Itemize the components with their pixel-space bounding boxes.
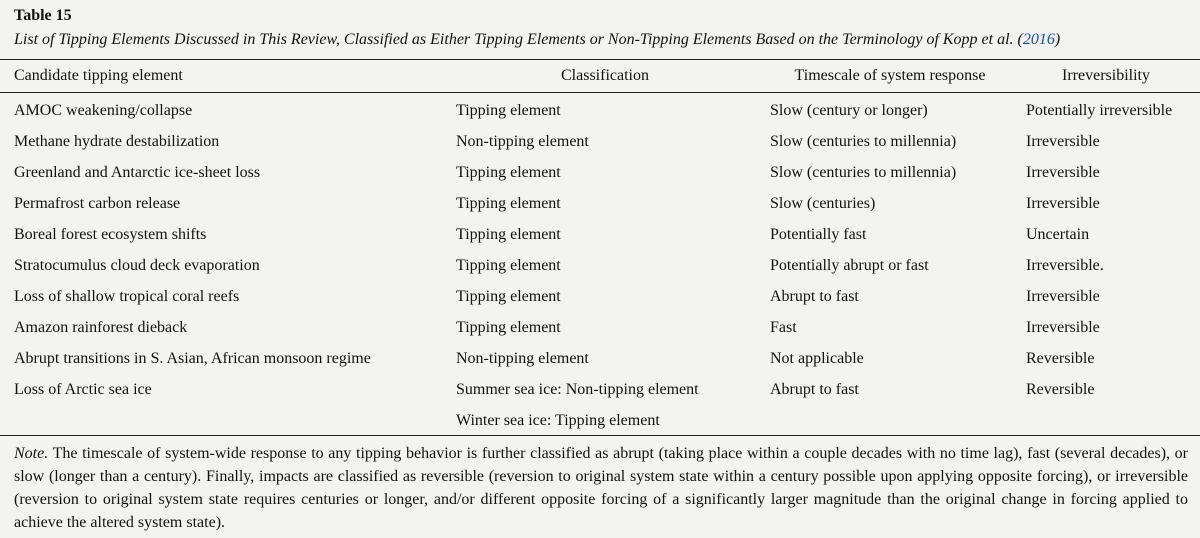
cell-classification: Tipping element	[456, 257, 561, 274]
table-row	[0, 220, 1200, 251]
cell-irreversibility: Irreversible	[1026, 195, 1100, 212]
cell-element: Methane hydrate destabilization	[14, 133, 220, 150]
cell-irreversibility: Irreversible	[1026, 319, 1100, 336]
cell-timescale: Abrupt to fast	[770, 381, 859, 398]
cell-classification: Tipping element	[456, 102, 561, 119]
cell-timescale: Slow (century or longer)	[770, 102, 928, 119]
cell-classification: Tipping element	[456, 319, 561, 336]
cell-irreversibility: Uncertain	[1026, 226, 1090, 243]
cell-irreversibility: Reversible	[1026, 350, 1095, 367]
cell-element: Loss of shallow tropical coral reefs	[14, 288, 240, 305]
note-label: Note.	[14, 445, 49, 462]
cell-element: AMOC weakening/collapse	[14, 102, 193, 119]
header-rule	[0, 92, 1200, 93]
cell-element: Permafrost carbon release	[14, 195, 181, 212]
table-row	[0, 344, 1200, 375]
caption-close: )	[1054, 31, 1061, 48]
cell-timescale: Potentially abrupt or fast	[770, 257, 929, 274]
cell-timescale: Abrupt to fast	[770, 288, 859, 305]
cell-timescale: Potentially fast	[770, 226, 867, 243]
cell-element: Stratocumulus cloud deck evaporation	[14, 257, 260, 274]
table-row	[0, 375, 1200, 406]
cell-classification: Tipping element	[456, 164, 561, 181]
cell-element: Loss of Arctic sea ice	[14, 381, 152, 398]
cell-classification: Summer sea ice: Non-tipping element	[456, 381, 699, 398]
cell-timescale: Slow (centuries to millennia)	[770, 133, 957, 150]
header-irreversibility: Irreversibility	[1062, 67, 1150, 84]
cell-timescale: Fast	[770, 319, 797, 336]
table-row	[0, 158, 1200, 189]
table-row	[0, 282, 1200, 313]
cell-timescale: Slow (centuries)	[770, 195, 876, 212]
header-classification: Classification	[561, 67, 649, 84]
table-row	[0, 127, 1200, 158]
table-note	[14, 442, 1188, 534]
cell-irreversibility: Irreversible	[1026, 288, 1100, 305]
cell-irreversibility: Potentially irreversible	[1026, 102, 1173, 119]
cell-classification: Non-tipping element	[456, 133, 589, 150]
cell-classification: Winter sea ice: Tipping element	[456, 412, 660, 429]
table-row	[0, 406, 1200, 437]
cell-irreversibility: Irreversible.	[1026, 257, 1104, 274]
table-header-row	[0, 60, 1200, 92]
cell-element: Amazon rainforest dieback	[14, 319, 188, 336]
citation-year-link[interactable]: 2016	[1022, 31, 1055, 48]
cell-classification: Tipping element	[456, 226, 561, 243]
cell-irreversibility: Irreversible	[1026, 133, 1100, 150]
cell-timescale: Not applicable	[770, 350, 864, 367]
header-element: Candidate tipping element	[14, 67, 183, 84]
note-text: The timescale of system-wide response to any tipping behavior is further classified as abrupt (taking place within a couple decades with no time lag), fast (several decades), or slow (longer than a century). Finally, impacts are classified as reversible (reversion to original system state within a century possible upon applying opposite forcing), or irreversible (reversion to original system state requires centuries or longer, and/or different opposite forcing of a significantly larger magnitude than the original change in forcing applied to achieve the altered system state).	[14, 445, 1188, 531]
table-row	[0, 313, 1200, 344]
table-row	[0, 251, 1200, 282]
cell-element: Abrupt transitions in S. Asian, African monsoon regime	[14, 350, 371, 367]
cell-element: Boreal forest ecosystem shifts	[14, 226, 207, 243]
caption-text: List of Tipping Elements Discussed in This Review, Classified as Either Tipping Elements or Non-Tipping Elements Based on the Terminology of Kopp et al. (	[14, 31, 1023, 48]
cell-irreversibility: Reversible	[1026, 381, 1095, 398]
cell-irreversibility: Irreversible	[1026, 164, 1100, 181]
cell-classification: Tipping element	[456, 288, 561, 305]
table-row	[0, 189, 1200, 220]
header-timescale: Timescale of system response	[794, 67, 986, 84]
bottom-rule	[0, 435, 1200, 436]
table-label: Table 15	[14, 7, 72, 24]
table-row	[0, 96, 1200, 127]
cell-classification: Non-tipping element	[456, 350, 589, 367]
cell-timescale: Slow (centuries to millennia)	[770, 164, 957, 181]
cell-classification: Tipping element	[456, 195, 561, 212]
table-caption	[14, 31, 1060, 49]
cell-element: Greenland and Antarctic ice-sheet loss	[14, 164, 261, 181]
table-body	[0, 96, 1200, 437]
